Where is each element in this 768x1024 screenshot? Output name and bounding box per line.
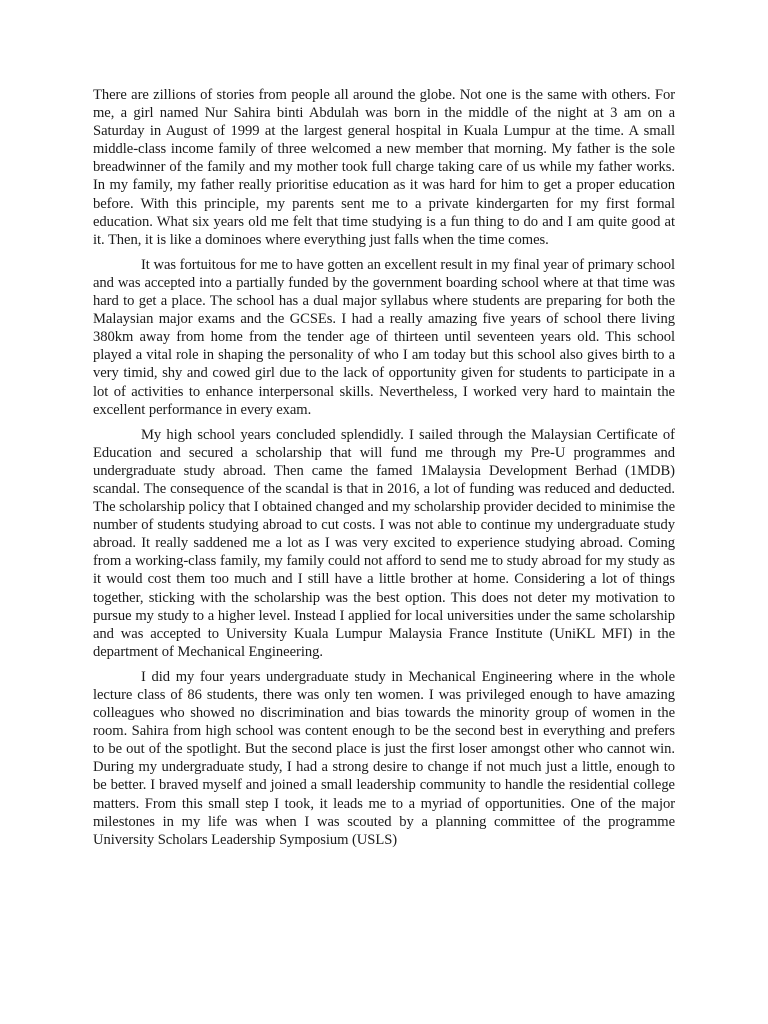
document-body — [93, 86, 675, 849]
paragraph-2: It was fortuitous for me to have gotten an excellent result in my final year of primary school and was accepted into a partially funded by the government boarding school where at that time was hard to get a place. The school has a dual major syllabus where students are preparing for both the Malaysian major exams and the GCSEs. I had a really amazing five years of school there living 380km away from home from the tender age of thirteen until seventeen years old. This school played a vital role in shaping the personality of who I am today but this school also gives birth to a very timid, shy and cowed girl due to the lack of opportunity given for students to participate in a lot of activities to enhance interpersonal skills. Nevertheless, I worked very hard to maintain the excellent performance in every exam. — [93, 256, 675, 418]
paragraph-3: My high school years concluded splendidly. I sailed through the Malaysian Certificate of Education and secured a scholarship that will fund me through my Pre-U programmes and undergraduate study abroad. Then came the famed 1Malaysia Development Berhad (1MDB) scandal. The consequence of the scandal is that in 2016, a lot of funding was reduced and deducted. The scholarship policy that I obtained changed and my scholarship provider decided to minimise the number of students studying abroad to cut costs. I was not able to continue my undergraduate study abroad. It really saddened me a lot as I was very excited to experience studying abroad. Coming from a working-class family, my family could not afford to send me to study abroad for my study as it would cost them too much and I still have a little brother at home. Considering a lot of things together, sticking with the scholarship was the best option. This does not deter my motivation to pursue my study to a higher level. Instead I applied for local universities under the same scholarship and was accepted to University Kuala Lumpur Malaysia France Institute (UniKL MFI) in the department of Mechanical Engineering. — [93, 426, 675, 660]
paragraph-4: I did my four years undergraduate study in Mechanical Engineering where in the whole lecture class of 86 students, there was only ten women. I was privileged enough to have amazing colleagues who showed no discrimination and bias towards the minority group of women in the room. Sahira from high school was content enough to be the second best in everything and prefers to be out of the spotlight. But the second place is just the first loser amongst other who cannot win. During my undergraduate study, I had a strong desire to change if not much just a little, enough to be better. I braved myself and joined a small leadership community to handle the residential college matters. From this small step I took, it leads me to a myriad of opportunities. One of the major milestones in my life was when I was scouted by a planning committee of the programme University Scholars Leadership Symposium (USLS) — [93, 668, 675, 848]
paragraph-1: There are zillions of stories from people all around the globe. Not one is the same with others. For me, a girl named Nur Sahira binti Abdulah was born in the middle of the night at 3 am on a Saturday in August of 1999 at the largest general hospital in Kuala Lumpur at the time. A small middle-class income family of three welcomed a new member that morning. My father is the sole breadwinner of the family and my mother took full charge taking care of us while my father works. In my family, my father really prioritise education as it was hard for him to get a proper education before. With this principle, my parents sent me to a private kindergarten for my first formal education. What six years old me felt that time studying is a fun thing to do and I am quite good at it. Then, it is like a dominoes where everything just falls when the time comes. — [93, 87, 675, 248]
